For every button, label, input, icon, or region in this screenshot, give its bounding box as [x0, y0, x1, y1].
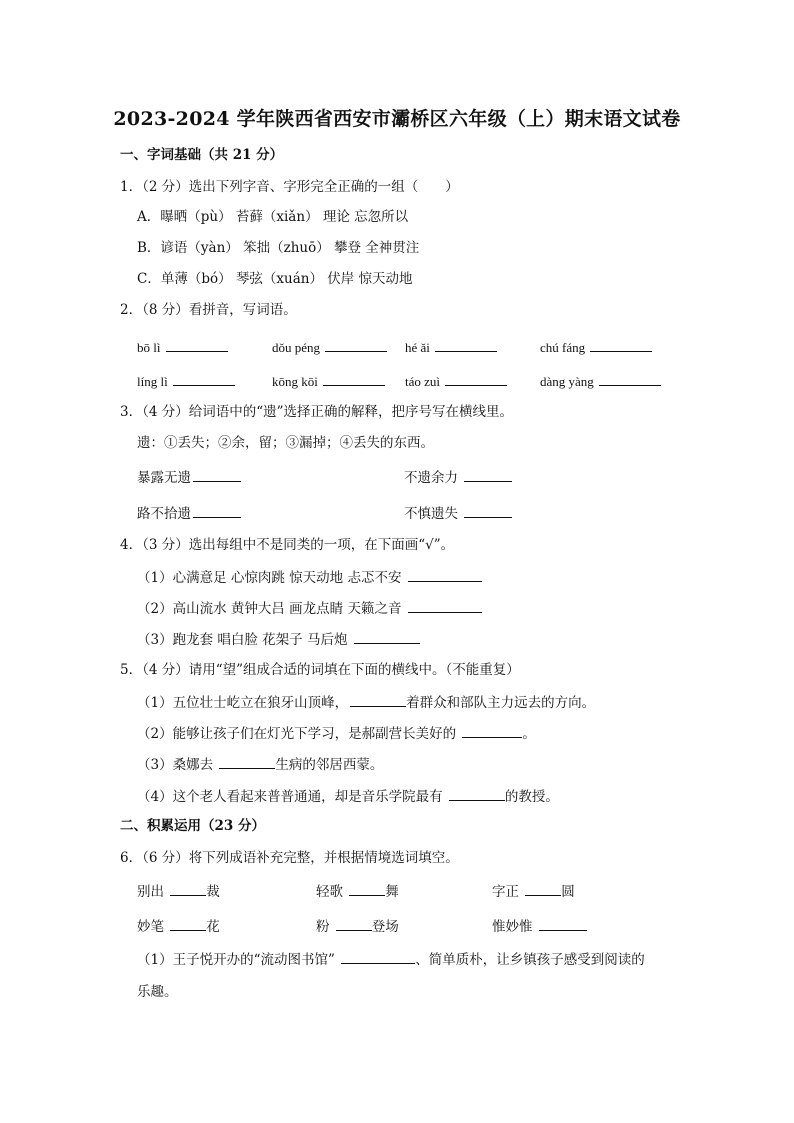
question-3-definition: 遗：①丢失；②余，留；③漏掉；④丢失的东西。 [137, 435, 434, 451]
answer-blank[interactable] [336, 916, 372, 931]
sentence-text: （3）桑娜去 [137, 757, 214, 773]
sentence-text: （1）王子悦开办的“流动图书馆” [137, 952, 335, 968]
answer-blank[interactable] [193, 503, 241, 518]
pinyin-item [272, 337, 387, 357]
pinyin-item [540, 371, 661, 391]
sentence-item [137, 949, 645, 969]
idiom-prefix: 粉 [316, 919, 330, 935]
pinyin-item [272, 371, 385, 391]
answer-blank[interactable] [193, 467, 241, 482]
answer-blank[interactable] [408, 567, 482, 582]
question-3-stem: 3．（4 分）给词语中的“遗”选择正确的解释，把序号写在横线里。 [120, 404, 514, 420]
section-heading-1: 一、字词基础（共 21 分） [120, 147, 284, 163]
sentence-text: 着群众和部队主力远去的方向。 [406, 695, 596, 711]
word-text: 不慎遗失 [404, 506, 458, 522]
idiom-prefix: 字正 [492, 884, 519, 900]
group-item [137, 629, 420, 649]
word-text: 暴露无遗 [137, 470, 191, 486]
answer-blank[interactable] [354, 629, 420, 644]
section-heading-2: 二、积累运用（23 分） [120, 818, 265, 834]
idiom-prefix: 别出 [137, 884, 164, 900]
answer-blank[interactable] [462, 723, 522, 738]
word-text: 不遗余力 [404, 470, 458, 486]
pinyin-item [137, 337, 228, 357]
idiom-item [492, 881, 575, 901]
idiom-item [316, 916, 399, 936]
idiom-prefix: 轻歌 [316, 884, 343, 900]
question-1-stem: 1．（2 分）选出下列字音、字形完全正确的一组（ ） [120, 179, 459, 195]
sentence-text: 。 [522, 726, 536, 742]
answer-blank[interactable] [449, 786, 505, 801]
idiom-item [137, 881, 220, 901]
sentence-text: （1）五位壮士屹立在狼牙山顶峰， [137, 695, 349, 711]
answer-blank[interactable] [464, 467, 512, 482]
sentence-item [137, 786, 559, 806]
question-1-option-c: C．单薄（bó） 琴弦（xuán） 伏岸 惊天动地 [137, 271, 413, 287]
sentence-text: （2）能够让孩子们在灯光下学习，是郝副营长美好的 [137, 726, 457, 742]
idiom-item [492, 916, 587, 936]
idiom-suffix: 花 [206, 919, 220, 935]
pinyin-text: líng lì [137, 374, 168, 389]
word-item [404, 503, 512, 523]
sentence-continuation: 乐趣。 [137, 984, 178, 1000]
pinyin-item [540, 337, 652, 357]
idiom-item [316, 881, 399, 901]
pinyin-item [405, 337, 497, 357]
idiom-suffix: 登场 [371, 919, 399, 935]
question-1-option-a: A．曝晒（pù） 苔藓（xiǎn） 理论 忘忽所以 [137, 209, 409, 225]
question-4-stem: 4．（3 分）选出每组中不是同类的一项，在下面画“√”。 [120, 537, 455, 553]
idiom-suffix: 裁 [206, 884, 220, 900]
answer-blank[interactable] [170, 916, 206, 931]
answer-blank[interactable] [525, 881, 561, 896]
answer-blank[interactable] [349, 881, 385, 896]
sentence-item [137, 754, 383, 774]
answer-blank[interactable] [323, 371, 385, 386]
answer-blank[interactable] [325, 337, 387, 352]
pinyin-text: chú fáng [540, 340, 586, 355]
word-item [137, 503, 241, 523]
answer-blank[interactable] [435, 337, 497, 352]
answer-blank[interactable] [590, 337, 652, 352]
answer-blank[interactable] [173, 371, 235, 386]
pinyin-text: kōng kōi [272, 374, 318, 389]
idiom-suffix: 舞 [385, 884, 399, 900]
answer-blank[interactable] [219, 754, 275, 769]
answer-blank[interactable] [445, 371, 507, 386]
pinyin-item [137, 371, 235, 391]
page-title: 2023-2024 学年陕西省西安市灞桥区六年级（上）期末语文试卷 [113, 108, 681, 130]
answer-blank[interactable] [166, 337, 228, 352]
pinyin-text: dǒu péng [272, 340, 321, 355]
idiom-prefix: 妙笔 [137, 919, 164, 935]
pinyin-text: bō lì [137, 340, 161, 355]
word-item [404, 467, 512, 487]
question-6-stem: 6．（6 分）将下列成语补充完整，并根据情境选词填空。 [120, 850, 459, 866]
answer-blank[interactable] [464, 503, 512, 518]
sentence-text: 生病的邻居西蒙。 [275, 757, 384, 773]
answer-blank[interactable] [408, 598, 482, 613]
group-text: （3）跑龙套 唱白脸 花架子 马后炮 [137, 632, 348, 648]
question-1-option-b: B．谚语（yàn） 笨拙（zhuō） 攀登 全神贯注 [137, 240, 420, 256]
group-text: （2）高山流水 黄钟大吕 画龙点睛 天籁之音 [137, 601, 402, 617]
sentence-item [137, 723, 536, 743]
question-2-stem: 2．（8 分）看拼音，写词语。 [120, 302, 297, 318]
answer-blank[interactable] [341, 949, 415, 964]
idiom-suffix: 圆 [561, 884, 575, 900]
pinyin-text: hé ǎi [405, 340, 430, 355]
sentence-text: 、简单质朴，让乡镇孩子感受到阅读的 [415, 952, 645, 968]
word-item [137, 467, 241, 487]
sentence-item [137, 692, 595, 712]
group-text: （1）心满意足 心惊肉跳 惊天动地 忐忑不安 [137, 570, 402, 586]
pinyin-text: táo zuì [405, 374, 441, 389]
pinyin-text: dàng yàng [540, 374, 594, 389]
idiom-prefix: 惟妙惟 [492, 919, 533, 935]
group-item [137, 567, 482, 587]
question-5-stem: 5．（4 分）请用“望”组成合适的词填在下面的横线中。（不能重复） [120, 662, 520, 678]
group-item [137, 598, 482, 618]
sentence-text: （4）这个老人看起来普普通通，却是音乐学院最有 [137, 789, 443, 805]
answer-blank[interactable] [350, 692, 406, 707]
answer-blank[interactable] [599, 371, 661, 386]
sentence-text: 的教授。 [504, 789, 559, 805]
answer-blank[interactable] [170, 881, 206, 896]
pinyin-item [405, 371, 507, 391]
idiom-item [137, 916, 220, 936]
answer-blank[interactable] [539, 916, 587, 931]
word-text: 路不拾遗 [137, 506, 191, 522]
